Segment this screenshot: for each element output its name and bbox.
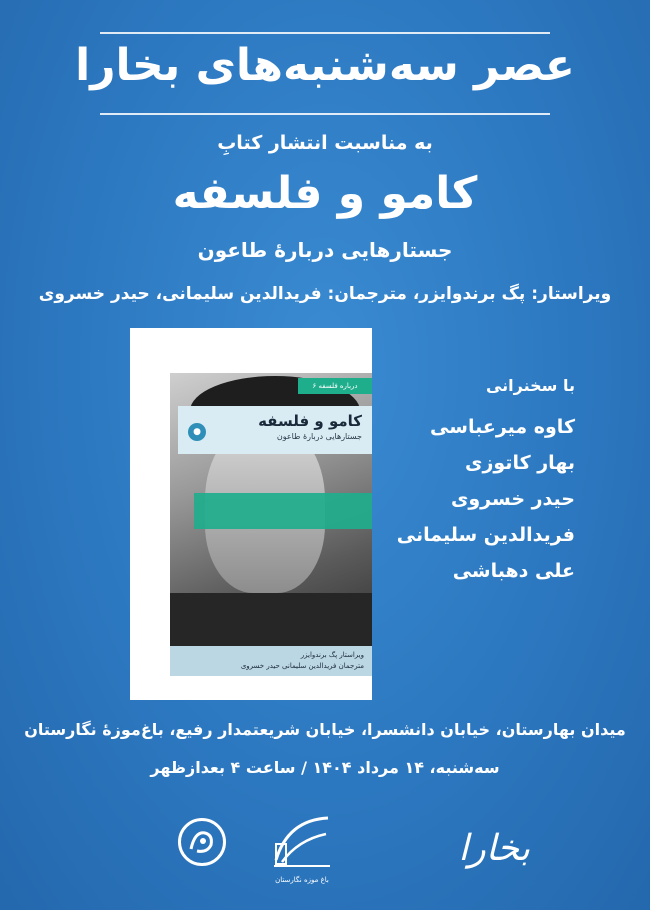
book-title: کامو و فلسفه: [172, 168, 478, 219]
bukhara-logo: بخارا: [458, 828, 530, 869]
book-subtitle: جستارهایی دربارهٔ طاعون: [197, 238, 453, 262]
kherad-seal-icon: [178, 818, 226, 866]
speaker-name: فریدالدین سلیمانی: [396, 524, 575, 546]
speakers-intro: با سخنرانی: [485, 376, 575, 395]
cover-editor-line: ویراستار پگ برندوایزر: [300, 651, 364, 659]
cover-translators-line: مترجمان فریدالدین سلیمانی حیدر خسروی: [240, 662, 364, 670]
cover-series-tab: درباره فلسفه ۶: [298, 378, 372, 394]
speaker-name: کاوه میرعباسی: [430, 416, 575, 438]
cover-subtitle: جستارهایی دربارهٔ طاعون: [276, 432, 362, 441]
event-address: میدان بهارستان، خیابان دانشسرا، خیابان شریعتمدار رفیع، باغ‌موزهٔ نگارستان: [24, 720, 626, 739]
book-cover-image: [130, 328, 372, 700]
sponsor-logos: [0, 800, 650, 890]
event-datetime: سه‌شنبه، ۱۴ مرداد ۱۴۰۴ / ساعت ۴ بعدازظهر: [150, 758, 500, 777]
negarestan-mark-icon: [268, 810, 336, 872]
occasion-text: به مناسبت انتشار کتابِ: [217, 132, 433, 154]
negarestan-logo-icon: [268, 810, 336, 882]
speakers-list: [355, 376, 575, 589]
series-title: عصر سه‌شنبه‌های بخارا: [75, 40, 575, 91]
cover-title-box: [178, 406, 372, 454]
speaker-name: علی دهباشی: [452, 560, 575, 582]
speaker-name: بهار کاتوزی: [465, 452, 575, 474]
title-rule-bottom: [100, 113, 550, 115]
publisher-badge-icon: ●: [188, 423, 206, 441]
negarestan-caption: باغ موزه نگارستان: [275, 876, 329, 884]
title-rule-top: [100, 32, 550, 34]
credits-line: ویراستار: پگ برندوایزر، مترجمان: فریدالدین سلیمانی، حیدر خسروی: [38, 284, 612, 304]
seal-glyph-icon: [181, 821, 223, 863]
cover-title: کامو و فلسفه: [258, 412, 362, 430]
speaker-name: حیدر خسروی: [450, 488, 575, 510]
cover-photo-coat: [170, 593, 372, 653]
cover-green-bar: [194, 493, 372, 529]
cover-credits-box: [170, 646, 372, 676]
